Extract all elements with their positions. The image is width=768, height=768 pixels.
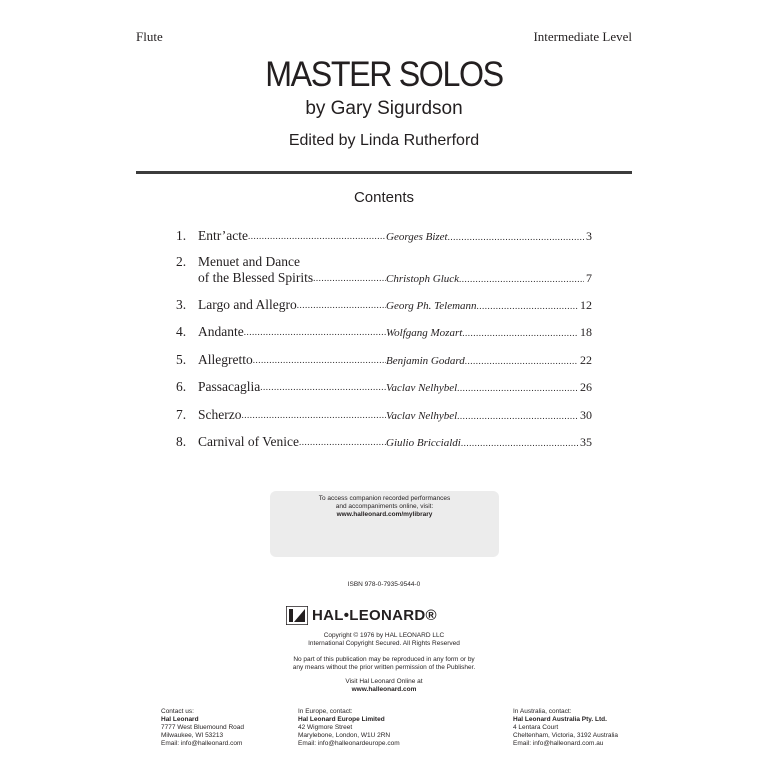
toc-page: 12 bbox=[580, 298, 592, 312]
leader-dots bbox=[457, 408, 578, 424]
leader-dots bbox=[241, 407, 386, 423]
rights-line2: any means without the prior written permission of the Publisher. bbox=[292, 664, 476, 671]
toc-page: 7 bbox=[586, 271, 592, 285]
access-text-line1: To access companion recorded performances bbox=[318, 495, 451, 502]
access-text-line2: and accompaniments online, visit: bbox=[335, 503, 434, 510]
visit-online bbox=[0, 678, 768, 694]
toc-number: 7. bbox=[176, 407, 187, 422]
contact-name: Hal Leonard Europe Limited bbox=[298, 716, 385, 723]
instrument-label: Flute bbox=[136, 29, 163, 44]
toc-title: Carnival of Venice bbox=[198, 434, 299, 449]
toc-item-3 bbox=[176, 297, 592, 314]
toc-title: Passacaglia bbox=[198, 379, 261, 394]
toc-title: Andante bbox=[198, 324, 244, 339]
toc-item-6 bbox=[176, 379, 592, 396]
leader-dots bbox=[459, 271, 584, 287]
header-rule bbox=[136, 171, 632, 174]
toc-page: 22 bbox=[580, 353, 592, 367]
copyright-line1: Copyright © 1976 by HAL LEONARD LLC bbox=[323, 632, 445, 639]
contact-address1: 7777 West Bluemound Road bbox=[161, 724, 244, 731]
toc-item-5 bbox=[176, 352, 592, 369]
toc-title-line1: Menuet and Dance bbox=[198, 254, 300, 269]
contact-address2: Cheltenham, Victoria, 3192 Australia bbox=[513, 732, 619, 739]
editor-line: Edited by Linda Rutherford bbox=[288, 132, 480, 149]
toc-title: Scherzo bbox=[198, 407, 242, 422]
copyright-line2: International Copyright Secured. All Rights Reserved bbox=[308, 640, 460, 647]
toc-page: 3 bbox=[586, 229, 592, 243]
contents-heading: Contents bbox=[353, 189, 415, 206]
contact-label: In Australia, contact: bbox=[513, 708, 572, 715]
contact-us-block bbox=[161, 708, 244, 748]
contact-name: Hal Leonard Australia Pty. Ltd. bbox=[513, 716, 607, 723]
hal-leonard-logo bbox=[286, 604, 486, 626]
leader-dots bbox=[465, 353, 578, 369]
toc-number: 2. bbox=[176, 254, 187, 269]
toc-composer: Benjamin Godard bbox=[386, 355, 465, 367]
leader-dots bbox=[253, 352, 386, 368]
leader-dots bbox=[260, 379, 386, 395]
contact-europe-block bbox=[298, 708, 400, 748]
toc-number: 1. bbox=[176, 228, 187, 243]
toc-title: Entr’acte bbox=[198, 228, 248, 243]
leader-dots bbox=[457, 380, 578, 396]
isbn: ISBN 978-0-7935-9544-0 bbox=[347, 581, 421, 588]
toc-title: Largo and Allegro bbox=[198, 297, 297, 312]
copyright-notice bbox=[0, 632, 768, 648]
toc-number: 8. bbox=[176, 434, 187, 449]
toc-composer: Giulio Briccialdi bbox=[386, 437, 461, 449]
toc-item-8 bbox=[176, 434, 592, 451]
leader-dots bbox=[448, 229, 584, 245]
leader-dots bbox=[299, 434, 386, 450]
author-line: by Gary Sigurdson bbox=[305, 98, 463, 119]
hal-leonard-logo-icon bbox=[286, 606, 308, 625]
toc-composer: Vaclav Nelhybel bbox=[386, 410, 458, 422]
mylibrary-link[interactable]: www.halleonard.com/mylibrary bbox=[336, 511, 433, 518]
contact-australia-block bbox=[513, 708, 618, 748]
toc-item-7 bbox=[176, 407, 592, 424]
leader-dots bbox=[313, 270, 386, 286]
contact-address1: 42 Wigmore Street bbox=[298, 724, 353, 731]
rights-line1: No part of this publication may be reproduced in any form or by bbox=[293, 656, 475, 663]
toc-title: Allegretto bbox=[198, 352, 253, 367]
online-access-box bbox=[270, 491, 499, 557]
leader-dots bbox=[462, 325, 578, 341]
toc-composer: Wolfgang Mozart bbox=[386, 327, 463, 339]
contact-name: Hal Leonard bbox=[161, 716, 199, 723]
toc-item-2 bbox=[176, 254, 592, 287]
toc-composer: Vaclav Nelhybel bbox=[386, 382, 458, 394]
toc-number: 6. bbox=[176, 379, 187, 394]
toc-page: 18 bbox=[580, 325, 592, 339]
toc-number: 5. bbox=[176, 352, 187, 367]
book-title: MASTER SOLOS bbox=[265, 55, 503, 94]
toc-composer: Georges Bizet bbox=[386, 231, 448, 243]
rights-notice bbox=[0, 656, 768, 672]
toc-page: 30 bbox=[580, 408, 592, 422]
toc-composer: Georg Ph. Telemann bbox=[386, 300, 477, 312]
leader-dots bbox=[297, 297, 386, 313]
contact-label: In Europe, contact: bbox=[298, 708, 353, 715]
visit-line: Visit Hal Leonard Online at bbox=[345, 678, 423, 685]
toc-number: 4. bbox=[176, 324, 187, 339]
contact-address1: 4 Lentara Court bbox=[513, 724, 559, 731]
toc-number: 3. bbox=[176, 297, 187, 312]
toc-item-1 bbox=[176, 228, 592, 245]
toc-title: of the Blessed Spirits bbox=[198, 270, 314, 285]
contact-label: Contact us: bbox=[161, 708, 194, 715]
contact-email: Email: info@halleonardeurope.com bbox=[298, 740, 400, 747]
contact-email: Email: info@halleonard.com bbox=[161, 740, 243, 747]
toc-page: 35 bbox=[580, 435, 592, 449]
halleonard-link[interactable]: www.halleonard.com bbox=[351, 686, 417, 693]
toc-page: 26 bbox=[580, 380, 592, 394]
leader-dots bbox=[248, 228, 386, 244]
toc-composer: Christoph Gluck bbox=[386, 273, 460, 285]
contact-address2: Marylebone, London, W1U 2RN bbox=[298, 732, 391, 739]
contact-address2: Milwaukee, WI 53213 bbox=[161, 732, 224, 739]
toc-item-4 bbox=[176, 324, 592, 341]
leader-dots bbox=[244, 324, 386, 340]
leader-dots bbox=[461, 435, 578, 451]
logo-text: HAL•LEONARD® bbox=[312, 606, 437, 624]
leader-dots bbox=[477, 298, 578, 314]
level-label: Intermediate Level bbox=[533, 29, 632, 44]
contact-email: Email: info@halleonard.com.au bbox=[513, 740, 604, 747]
